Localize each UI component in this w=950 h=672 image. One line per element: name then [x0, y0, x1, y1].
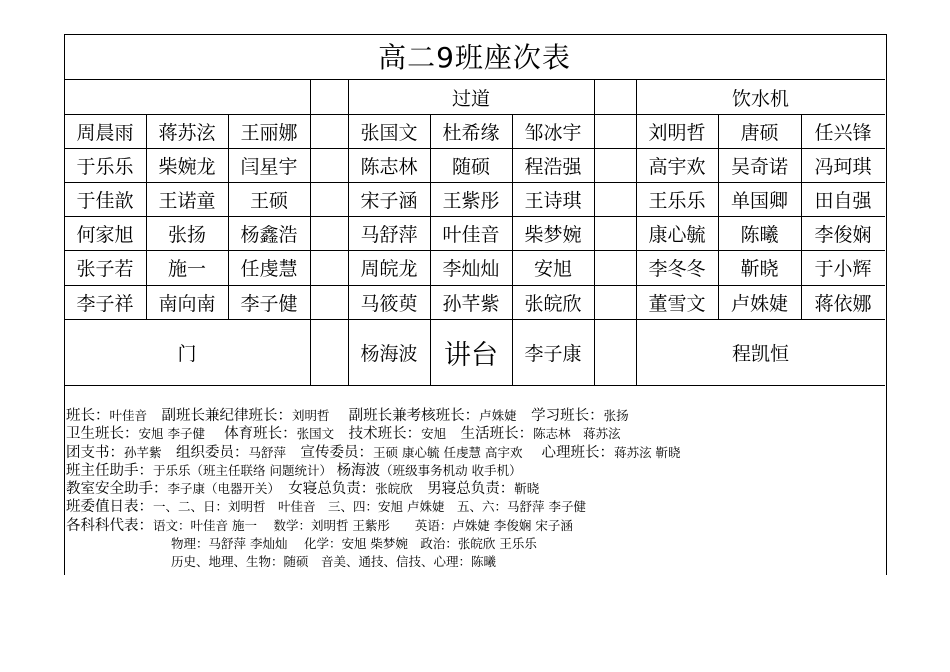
grid-line — [594, 79, 595, 385]
note-label: 学习班长： — [516, 408, 604, 424]
seat-cell: 蒋苏泫 — [158, 121, 216, 144]
note-value: 王硕 康心毓 任虔慧 高宇欢 — [373, 444, 523, 460]
seat-cell: 李灿灿 — [442, 258, 500, 281]
seat-cell: 高宇欢 — [648, 155, 706, 178]
water-dispenser-header: 饮水机 — [731, 87, 789, 110]
note-value: 张国文 — [296, 426, 335, 442]
note-line — [66, 553, 881, 571]
seat-cell: 马舒萍 — [360, 224, 418, 247]
note-value: 陈志林 蒋苏泫 — [533, 426, 621, 442]
grid-line — [64, 385, 885, 386]
seat-cell: 柴梦婉 — [524, 224, 582, 247]
note-value: 安旭 李子健 — [138, 426, 205, 442]
aisle-header: 过道 — [451, 87, 490, 110]
seat-cell: 吴奇诺 — [730, 155, 788, 178]
note-value: 叶佳音 — [109, 408, 148, 423]
seat-cell: 靳晓 — [740, 258, 779, 281]
seat-cell: 南向南 — [158, 292, 216, 315]
seat-cell: 王诗琪 — [524, 189, 582, 212]
seat-cell: 马筱萸 — [360, 292, 418, 315]
seat-cell: 陈曦 — [740, 224, 779, 247]
seat-cell: 施一 — [167, 258, 206, 281]
note-line — [66, 535, 881, 553]
seat-cell: 张扬 — [167, 224, 206, 247]
note-label: 各科科代表： — [66, 517, 153, 534]
seat-cell: 卢姝婕 — [730, 292, 788, 315]
seat-cell: 叶佳音 — [442, 224, 500, 247]
note-value: 刘明哲 — [292, 408, 330, 423]
seat-cell: 张子若 — [76, 258, 134, 281]
note-label: 卫生班长： — [66, 426, 139, 443]
seat-cell: 单国卿 — [730, 189, 788, 212]
seat-cell: 任兴锋 — [814, 121, 872, 144]
note-value: 靳晓 — [514, 481, 540, 497]
seat-cell: 周晨雨 — [76, 121, 134, 144]
seat-cell: 任虔慧 — [240, 258, 298, 281]
seat-cell: 杜希缘 — [442, 121, 500, 144]
seat-cell: 于小辉 — [814, 258, 872, 281]
note-label: 体育班长： — [204, 426, 297, 443]
note-label: 技术班长： — [334, 426, 422, 443]
seat-cell: 李子康 — [524, 342, 582, 365]
note-label: 团支书： — [66, 444, 124, 461]
note-line — [66, 462, 881, 480]
seat-cell: 李子祥 — [76, 292, 134, 315]
seat-cell: 王诺童 — [158, 189, 216, 212]
note-value: 蒋苏泫 靳晓 — [614, 444, 681, 460]
note-label: 生活班长： — [446, 426, 534, 443]
door-label: 门 — [177, 342, 197, 365]
note-label: 组织委员： — [161, 444, 249, 461]
seat-cell: 董雪文 — [648, 292, 706, 315]
seat-cell: 柴婉龙 — [158, 155, 216, 178]
note-value: 张扬 — [603, 408, 629, 423]
note-value: 历史、地理、生物：随硕 音美、通技、信技、心理：陈曦 — [171, 554, 497, 570]
seat-cell: 蒋依娜 — [814, 292, 872, 315]
note-line — [66, 498, 881, 516]
note-value: 物理：马舒萍 李灿灿 化学：安旭 柴梦婉 政治：张皖欣 王乐乐 — [171, 536, 537, 552]
seat-cell: 冯珂琪 — [814, 155, 872, 178]
note-value: 语文：叶佳音 施一 数学：刘明哲 王紫彤 英语：卢姝婕 李俊娴 宋子涵 — [153, 517, 573, 533]
seat-cell: 杨鑫浩 — [240, 224, 298, 247]
seat-cell: 王硕 — [249, 189, 288, 212]
seat-cell: 孙芊紫 — [442, 292, 500, 315]
note-value: 安旭 — [421, 426, 447, 442]
note-label: 班主任助手： — [66, 462, 153, 479]
seat-cell: 于佳歆 — [76, 189, 134, 212]
note-label: 杨海波 — [331, 462, 381, 479]
note-label: 副班长兼考核班长： — [329, 408, 480, 424]
seat-cell: 田自强 — [814, 189, 872, 212]
seat-cell: 刘明哲 — [648, 121, 706, 144]
seat-cell: 宋子涵 — [360, 189, 418, 212]
seat-cell: 周皖龙 — [360, 258, 418, 281]
note-value: 于乐乐（班主任联络 问题统计） — [153, 462, 332, 478]
note-value: 卢姝婕 — [479, 408, 517, 423]
seat-cell: 何家旭 — [76, 224, 134, 247]
seat-cell: 程凯恒 — [731, 342, 789, 365]
note-label: 副班长兼纪律班长： — [147, 408, 293, 424]
seat-cell: 康心毓 — [648, 224, 706, 247]
seat-cell: 杨海波 — [360, 342, 418, 365]
note-label: 宣传委员： — [286, 444, 374, 461]
note-label: 教室安全助手： — [66, 481, 168, 498]
note-line — [66, 480, 881, 498]
seat-cell: 王紫彤 — [442, 189, 500, 212]
seat-cell: 唐硕 — [740, 121, 779, 144]
note-value: 马舒萍 — [248, 444, 287, 460]
note-label: 男寝总负责： — [412, 481, 515, 498]
seat-cell: 王乐乐 — [648, 189, 706, 212]
seat-cell: 安旭 — [533, 258, 572, 281]
seat-cell: 程浩强 — [524, 155, 582, 178]
seat-cell: 李俊娴 — [814, 224, 872, 247]
podium-label: 讲台 — [444, 339, 498, 371]
seat-cell: 于乐乐 — [76, 155, 134, 178]
note-line — [66, 444, 881, 462]
duty-notes — [66, 407, 881, 572]
page-title: 高二9班座次表 — [378, 41, 571, 74]
seat-cell: 李冬冬 — [648, 258, 706, 281]
note-line — [66, 407, 881, 425]
note-line — [66, 517, 881, 535]
grid-line — [310, 79, 311, 385]
note-label: 班长： — [66, 408, 110, 424]
note-value: （班级事务机动 收手机） — [380, 462, 522, 478]
seat-cell: 李子健 — [240, 292, 298, 315]
seat-cell: 陈志林 — [360, 155, 418, 178]
note-line — [66, 425, 881, 443]
note-value: 一、二、日：刘明哲 叶佳音 三、四：安旭 卢姝婕 五、六：马舒萍 李子健 — [153, 499, 586, 515]
seat-cell: 王丽娜 — [240, 121, 298, 144]
note-value: 张皖欣 — [375, 481, 413, 497]
seat-cell: 随硕 — [451, 155, 490, 178]
note-value: 李子康（电器开关） — [167, 481, 274, 497]
seat-cell: 张皖欣 — [524, 292, 582, 315]
seat-cell: 闫星宇 — [240, 155, 298, 178]
note-value: 孙芊紫 — [124, 444, 162, 460]
note-label: 班委值日表： — [66, 499, 153, 516]
seat-cell: 邹冰宇 — [524, 121, 582, 144]
note-label: 女寝总负责： — [273, 481, 376, 498]
note-label: 心理班长： — [522, 444, 615, 461]
seat-cell: 张国文 — [360, 121, 418, 144]
